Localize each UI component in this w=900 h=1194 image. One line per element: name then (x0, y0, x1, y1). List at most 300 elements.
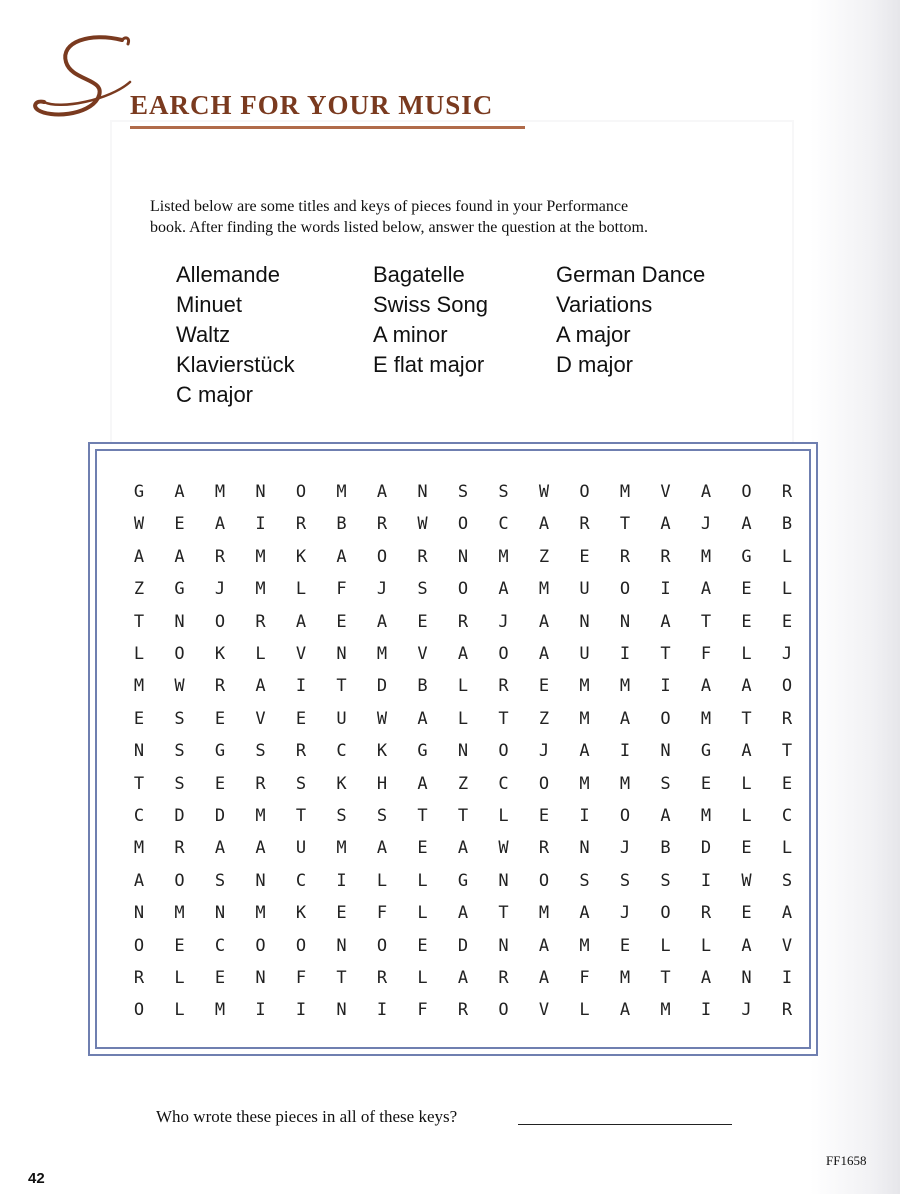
grid-letter[interactable]: R (174, 838, 185, 859)
grid-letter[interactable]: W (133, 514, 145, 535)
grid-letter[interactable]: S (255, 741, 266, 762)
grid-letter[interactable]: A (619, 708, 631, 729)
grid-letter[interactable]: E (336, 611, 347, 632)
grid-letter[interactable]: V (295, 644, 307, 664)
grid-letter[interactable]: E (579, 546, 590, 567)
grid-letter[interactable]: W (741, 870, 752, 891)
grid-letter[interactable]: L (417, 903, 428, 924)
grid-letter[interactable]: L (174, 968, 185, 988)
grid-letter[interactable]: O (538, 773, 550, 794)
grid-letter[interactable]: E (741, 838, 752, 859)
grid-letter[interactable]: A (741, 741, 752, 762)
grid-letter[interactable]: D (214, 806, 226, 826)
grid-letter[interactable]: S (660, 773, 671, 794)
grid-letter[interactable]: N (579, 611, 590, 632)
grid-letter[interactable]: O (295, 935, 307, 956)
grid-letter[interactable]: W (417, 514, 428, 535)
grid-letter[interactable]: C (214, 935, 226, 956)
grid-letter[interactable]: S (619, 870, 631, 891)
grid-letter[interactable]: F (700, 644, 712, 664)
grid-letter[interactable]: E (700, 773, 712, 794)
grid-letter[interactable]: E (538, 676, 550, 697)
grid-letter[interactable]: Z (538, 708, 550, 729)
grid-letter[interactable]: A (781, 903, 793, 924)
grid-letter[interactable]: S (214, 870, 226, 891)
grid-letter[interactable]: R (781, 708, 793, 729)
grid-letter[interactable]: A (498, 579, 509, 600)
grid-letter[interactable]: G (214, 741, 226, 762)
grid-letter[interactable]: M (700, 806, 712, 826)
grid-letter[interactable]: M (700, 708, 712, 729)
grid-letter[interactable]: O (376, 935, 388, 956)
grid-letter[interactable]: A (457, 838, 469, 859)
grid-letter[interactable]: U (579, 579, 590, 600)
grid-letter[interactable]: M (255, 546, 266, 567)
grid-letter[interactable]: W (538, 482, 550, 502)
grid-letter[interactable]: F (295, 968, 307, 988)
grid-letter[interactable]: G (417, 741, 428, 762)
grid-letter[interactable]: A (174, 546, 185, 567)
grid-letter[interactable]: J (214, 579, 226, 600)
grid-letter[interactable]: L (781, 579, 793, 600)
grid-letter[interactable]: A (336, 546, 347, 567)
grid-letter[interactable]: R (255, 611, 266, 632)
grid-letter[interactable]: B (660, 838, 671, 859)
grid-letter[interactable]: I (295, 1000, 307, 1021)
grid-letter[interactable]: J (498, 611, 509, 632)
grid-letter[interactable]: A (538, 611, 550, 632)
grid-letter[interactable]: T (336, 676, 347, 697)
grid-letter[interactable]: M (700, 546, 712, 567)
grid-letter[interactable]: M (538, 579, 550, 600)
grid-letter[interactable]: O (133, 1000, 145, 1021)
grid-letter[interactable]: M (133, 676, 145, 697)
grid-letter[interactable]: O (498, 741, 509, 762)
grid-letter[interactable]: U (295, 838, 307, 859)
grid-letter[interactable]: M (579, 708, 590, 729)
grid-letter[interactable]: E (741, 579, 752, 600)
grid-letter[interactable]: T (498, 708, 509, 729)
grid-letter[interactable]: A (700, 676, 712, 697)
grid-letter[interactable]: O (660, 903, 671, 924)
grid-letter[interactable]: S (376, 806, 388, 826)
grid-letter[interactable]: G (133, 482, 145, 502)
grid-letter[interactable]: O (376, 546, 388, 567)
grid-letter[interactable]: E (133, 708, 145, 729)
grid-letter[interactable]: O (538, 870, 550, 891)
grid-letter[interactable]: N (498, 870, 509, 891)
grid-letter[interactable]: C (295, 870, 307, 891)
grid-letter[interactable]: R (660, 546, 671, 567)
grid-letter[interactable]: E (741, 611, 752, 632)
grid-letter[interactable]: M (214, 482, 226, 502)
grid-letter[interactable]: A (214, 514, 226, 535)
grid-letter[interactable]: R (457, 611, 469, 632)
grid-letter[interactable]: A (376, 838, 388, 859)
grid-letter[interactable]: A (700, 968, 712, 988)
grid-letter[interactable]: C (336, 741, 347, 762)
instructions-line-1: Listed below are some titles and keys of pieces found in your Performance (150, 198, 629, 215)
grid-letter[interactable]: I (619, 741, 631, 762)
grid-letter[interactable]: N (214, 903, 226, 924)
grid-letter[interactable]: A (741, 935, 752, 956)
grid-letter[interactable]: V (660, 482, 671, 502)
grid-letter[interactable]: F (579, 968, 590, 988)
grid-letter[interactable]: O (741, 482, 752, 502)
grid-letter[interactable]: L (741, 773, 752, 794)
grid-letter[interactable]: N (660, 741, 671, 762)
grid-letter[interactable]: O (619, 579, 631, 600)
grid-letter[interactable]: L (457, 676, 469, 697)
grid-letter[interactable]: A (457, 903, 469, 924)
grid-letter[interactable]: R (781, 482, 793, 502)
grid-letter[interactable]: R (376, 968, 388, 988)
grid-letter[interactable]: L (781, 838, 793, 859)
grid-letter[interactable]: A (417, 773, 428, 794)
page-title (30, 30, 510, 130)
grid-letter[interactable]: J (741, 1000, 752, 1021)
grid-letter[interactable]: M (255, 579, 266, 600)
grid-letter[interactable]: G (741, 546, 752, 567)
grid-letter[interactable]: O (619, 806, 631, 826)
grid-letter[interactable]: W (498, 838, 509, 859)
grid-letter[interactable]: W (174, 676, 185, 697)
grid-letter[interactable]: C (498, 514, 509, 535)
grid-letter[interactable]: E (781, 773, 793, 794)
grid-letter[interactable]: O (295, 482, 307, 502)
answer-blank-line[interactable] (518, 1124, 732, 1125)
grid-letter[interactable]: O (781, 676, 793, 697)
grid-letter[interactable]: O (174, 644, 185, 664)
grid-letter[interactable]: I (579, 806, 590, 826)
grid-letter[interactable]: L (417, 968, 428, 988)
grid-letter[interactable]: O (457, 579, 469, 600)
grid-letter[interactable]: M (133, 838, 145, 859)
grid-letter[interactable]: R (376, 514, 388, 535)
grid-letter[interactable]: V (417, 644, 428, 664)
grid-letter[interactable]: K (214, 644, 226, 664)
grid-letter[interactable]: E (417, 611, 428, 632)
grid-letter[interactable]: I (781, 968, 793, 988)
grid-letter[interactable]: I (700, 1000, 712, 1021)
grid-letter[interactable]: D (174, 806, 185, 826)
grid-letter[interactable]: T (660, 644, 671, 664)
grid-letter[interactable]: M (255, 806, 266, 826)
grid-letter[interactable]: A (174, 482, 185, 502)
grid-letter[interactable]: N (498, 935, 509, 956)
grid-letter[interactable]: O (133, 935, 145, 956)
grid-letter[interactable]: M (336, 838, 347, 859)
grid-letter[interactable]: O (498, 1000, 509, 1021)
grid-letter[interactable]: A (660, 806, 671, 826)
grid-letter[interactable]: I (700, 870, 712, 891)
grid-letter[interactable]: I (660, 676, 671, 697)
grid-letter[interactable]: M (255, 903, 266, 924)
grid-letter[interactable]: R (133, 968, 145, 988)
grid-letter[interactable]: A (538, 644, 550, 664)
grid-letter[interactable]: E (174, 514, 185, 535)
grid-letter[interactable]: L (255, 644, 266, 664)
grid-letter[interactable]: B (781, 514, 793, 535)
grid-letter[interactable]: L (376, 870, 388, 891)
grid-letter[interactable]: Z (538, 546, 550, 567)
grid-letter[interactable]: O (660, 708, 671, 729)
grid-letter[interactable]: G (700, 741, 712, 762)
grid-letter[interactable]: R (498, 968, 509, 988)
grid-letter[interactable]: A (133, 870, 145, 891)
grid-letter[interactable]: L (781, 546, 793, 567)
grid-letter[interactable]: N (133, 903, 145, 924)
grid-letter[interactable]: R (214, 676, 226, 697)
grid-letter[interactable]: O (174, 870, 185, 891)
grid-letter[interactable]: J (700, 514, 712, 535)
grid-letter[interactable]: N (579, 838, 590, 859)
grid-letter[interactable]: L (295, 579, 307, 600)
grid-letter[interactable]: E (295, 708, 307, 729)
grid-letter[interactable]: R (619, 546, 631, 567)
grid-letter[interactable]: S (174, 708, 185, 729)
grid-letter[interactable]: M (376, 644, 388, 664)
grid-letter[interactable]: M (579, 773, 590, 794)
grid-letter[interactable]: N (457, 741, 469, 762)
grid-letter[interactable]: A (579, 903, 590, 924)
grid-letter[interactable]: I (619, 644, 631, 664)
grid-letter[interactable]: M (336, 482, 347, 502)
grid-letter[interactable]: N (417, 482, 428, 502)
grid-letter[interactable]: V (255, 708, 266, 729)
grid-letter[interactable]: M (579, 935, 590, 956)
grid-letter[interactable]: O (214, 611, 226, 632)
grid-letter[interactable]: R (781, 1000, 793, 1021)
grid-letter[interactable]: E (174, 935, 185, 956)
grid-letter[interactable]: T (295, 806, 307, 826)
grid-letter[interactable]: M (498, 546, 509, 567)
grid-letter[interactable]: N (336, 1000, 347, 1021)
grid-letter[interactable]: W (376, 708, 388, 729)
grid-letter[interactable]: U (336, 708, 347, 729)
word-german-dance: German Dance (556, 262, 706, 287)
grid-letter[interactable]: N (255, 968, 266, 988)
grid-letter[interactable]: M (619, 482, 631, 502)
grid-letter[interactable]: M (579, 676, 590, 697)
grid-letter[interactable]: K (336, 773, 347, 794)
grid-letter[interactable]: E (214, 708, 226, 729)
word-bagatelle: Bagatelle (373, 262, 465, 287)
grid-letter[interactable]: N (457, 546, 469, 567)
grid-letter[interactable]: T (781, 741, 793, 762)
grid-letter[interactable]: V (781, 935, 793, 956)
grid-letter[interactable]: S (295, 773, 307, 794)
grid-letter[interactable]: A (579, 741, 590, 762)
grid-letter[interactable]: T (133, 773, 145, 794)
grid-letter[interactable]: A (255, 676, 266, 697)
grid-letter[interactable]: M (660, 1000, 671, 1021)
grid-letter[interactable]: L (498, 806, 509, 826)
grid-letter[interactable]: A (741, 676, 752, 697)
grid-letter[interactable]: R (457, 1000, 469, 1021)
grid-letter[interactable]: M (174, 903, 185, 924)
grid-letter[interactable]: D (376, 676, 388, 697)
grid-letter[interactable]: L (741, 806, 752, 826)
grid-letter[interactable]: A (376, 611, 388, 632)
grid-letter[interactable]: R (214, 546, 226, 567)
grid-letter[interactable]: S (579, 870, 590, 891)
grid-letter[interactable]: L (457, 708, 469, 729)
grid-letter[interactable]: R (295, 514, 307, 535)
grid-letter[interactable]: T (133, 611, 145, 632)
grid-letter[interactable]: L (579, 1000, 590, 1021)
grid-letter[interactable]: I (336, 870, 347, 891)
grid-letter[interactable]: R (255, 773, 266, 794)
grid-letter[interactable]: R (538, 838, 550, 859)
grid-letter[interactable]: I (255, 514, 266, 535)
grid-letter[interactable]: M (619, 676, 631, 697)
grid-letter[interactable]: L (741, 644, 752, 664)
grid-letter[interactable]: J (781, 644, 793, 664)
grid-letter[interactable]: D (700, 838, 712, 859)
grid-letter[interactable]: E (619, 935, 631, 956)
grid-letter[interactable]: J (538, 741, 550, 762)
grid-letter[interactable]: A (133, 546, 145, 567)
grid-letter[interactable]: C (498, 773, 509, 794)
grid-letter[interactable]: R (498, 676, 509, 697)
grid-letter[interactable]: T (700, 611, 712, 632)
grid-letter[interactable]: E (741, 903, 752, 924)
grid-letter[interactable]: N (336, 935, 347, 956)
grid-letter[interactable]: G (174, 579, 185, 600)
grid-letter[interactable]: F (376, 903, 388, 924)
grid-letter[interactable]: L (700, 935, 712, 956)
word-list (176, 262, 776, 412)
grid-letter[interactable]: E (214, 968, 226, 988)
grid-letter[interactable]: A (660, 514, 671, 535)
grid-letter[interactable]: S (336, 806, 347, 826)
grid-letter[interactable]: O (457, 514, 469, 535)
grid-letter[interactable]: R (295, 741, 307, 762)
grid-letter[interactable]: T (660, 968, 671, 988)
grid-letter[interactable]: A (214, 838, 226, 859)
word-waltz: Waltz (176, 322, 231, 347)
grid-letter[interactable]: A (376, 482, 388, 502)
instructions (150, 196, 770, 238)
grid-letter[interactable]: O (579, 482, 590, 502)
grid-letter[interactable]: S (498, 482, 509, 502)
grid-letter[interactable]: M (619, 773, 631, 794)
grid-letter[interactable]: L (174, 1000, 185, 1021)
grid-letter[interactable]: J (619, 903, 631, 924)
grid-letter[interactable]: S (457, 482, 469, 502)
grid-letter[interactable]: A (295, 611, 307, 632)
grid-letter[interactable]: O (498, 644, 509, 664)
grid-letter[interactable]: A (538, 968, 550, 988)
grid-letter[interactable]: B (417, 676, 428, 697)
grid-letter[interactable]: Z (133, 579, 145, 600)
grid-letter[interactable]: N (741, 968, 752, 988)
grid-letter[interactable]: S (417, 579, 428, 600)
grid-letter[interactable]: R (417, 546, 428, 567)
grid-letter[interactable]: I (660, 579, 671, 600)
grid-letter[interactable]: N (255, 482, 266, 502)
grid-letter[interactable]: K (295, 546, 307, 567)
grid-letter[interactable]: J (376, 579, 388, 600)
grid-letter[interactable]: L (660, 935, 671, 956)
word-variations: Variations (556, 292, 653, 317)
grid-letter[interactable]: A (538, 935, 550, 956)
grid-letter[interactable]: A (457, 968, 469, 988)
grid-letter[interactable]: B (336, 514, 347, 535)
grid-letter[interactable]: V (538, 1000, 550, 1021)
grid-letter[interactable]: L (133, 644, 145, 664)
grid-letter[interactable]: J (619, 838, 631, 859)
grid-letter[interactable]: K (295, 903, 307, 924)
grid-letter[interactable]: I (255, 1000, 266, 1021)
grid-letter[interactable]: F (417, 1000, 428, 1021)
grid-letter[interactable]: N (133, 741, 145, 762)
grid-letter[interactable]: K (376, 741, 388, 762)
grid-letter[interactable]: T (619, 514, 631, 535)
grid-letter[interactable]: G (457, 870, 469, 891)
grid-letter[interactable]: R (579, 514, 590, 535)
grid-letter[interactable]: N (336, 644, 347, 664)
grid-letter[interactable]: N (174, 611, 185, 632)
grid-letter[interactable]: A (619, 1000, 631, 1021)
grid-letter[interactable]: M (214, 1000, 226, 1021)
grid-letter[interactable]: L (417, 870, 428, 891)
grid-letter[interactable]: T (336, 968, 347, 988)
grid-letter[interactable]: A (700, 579, 712, 600)
grid-letter[interactable]: A (417, 708, 428, 729)
grid-letter[interactable]: E (214, 773, 226, 794)
grid-letter[interactable]: E (538, 806, 550, 826)
grid-letter[interactable]: N (255, 870, 266, 891)
grid-letter[interactable]: M (619, 968, 631, 988)
grid-letter[interactable]: D (457, 935, 469, 956)
grid-letter[interactable]: E (781, 611, 793, 632)
grid-letter[interactable]: I (376, 1000, 388, 1021)
word-klavierstuck: Klavierstück (176, 352, 295, 377)
grid-letter[interactable]: S (174, 741, 185, 762)
grid-letter[interactable]: T (417, 806, 428, 826)
grid-letter[interactable]: C (133, 806, 145, 826)
grid-letter[interactable]: M (538, 903, 550, 924)
grid-letter[interactable]: T (457, 806, 469, 826)
grid-letter[interactable]: A (538, 514, 550, 535)
grid-letter[interactable]: A (255, 838, 266, 859)
grid-letter[interactable]: S (660, 870, 671, 891)
grid-letter[interactable]: N (619, 611, 631, 632)
grid-letter[interactable]: T (741, 708, 752, 729)
grid-letter[interactable]: E (417, 838, 428, 859)
grid-letter[interactable]: Z (457, 773, 469, 794)
grid-letter[interactable]: T (498, 903, 509, 924)
grid-letter[interactable]: H (376, 773, 388, 794)
grid-letter[interactable]: A (741, 514, 752, 535)
grid-letter[interactable]: E (336, 903, 347, 924)
grid-letter[interactable]: C (781, 806, 793, 826)
grid-letter[interactable]: S (781, 870, 793, 891)
grid-letter[interactable]: O (255, 935, 266, 956)
grid-letter[interactable]: A (700, 482, 712, 502)
word-allemande: Allemande (176, 262, 280, 287)
grid-letter[interactable]: I (295, 676, 307, 697)
grid-letter[interactable]: A (660, 611, 671, 632)
grid-letter[interactable]: R (700, 903, 712, 924)
grid-letter[interactable]: E (417, 935, 428, 956)
grid-letter[interactable]: U (579, 644, 590, 664)
grid-letter[interactable]: S (174, 773, 185, 794)
grid-letter[interactable]: A (457, 644, 469, 664)
grid-letter[interactable]: F (336, 579, 347, 600)
